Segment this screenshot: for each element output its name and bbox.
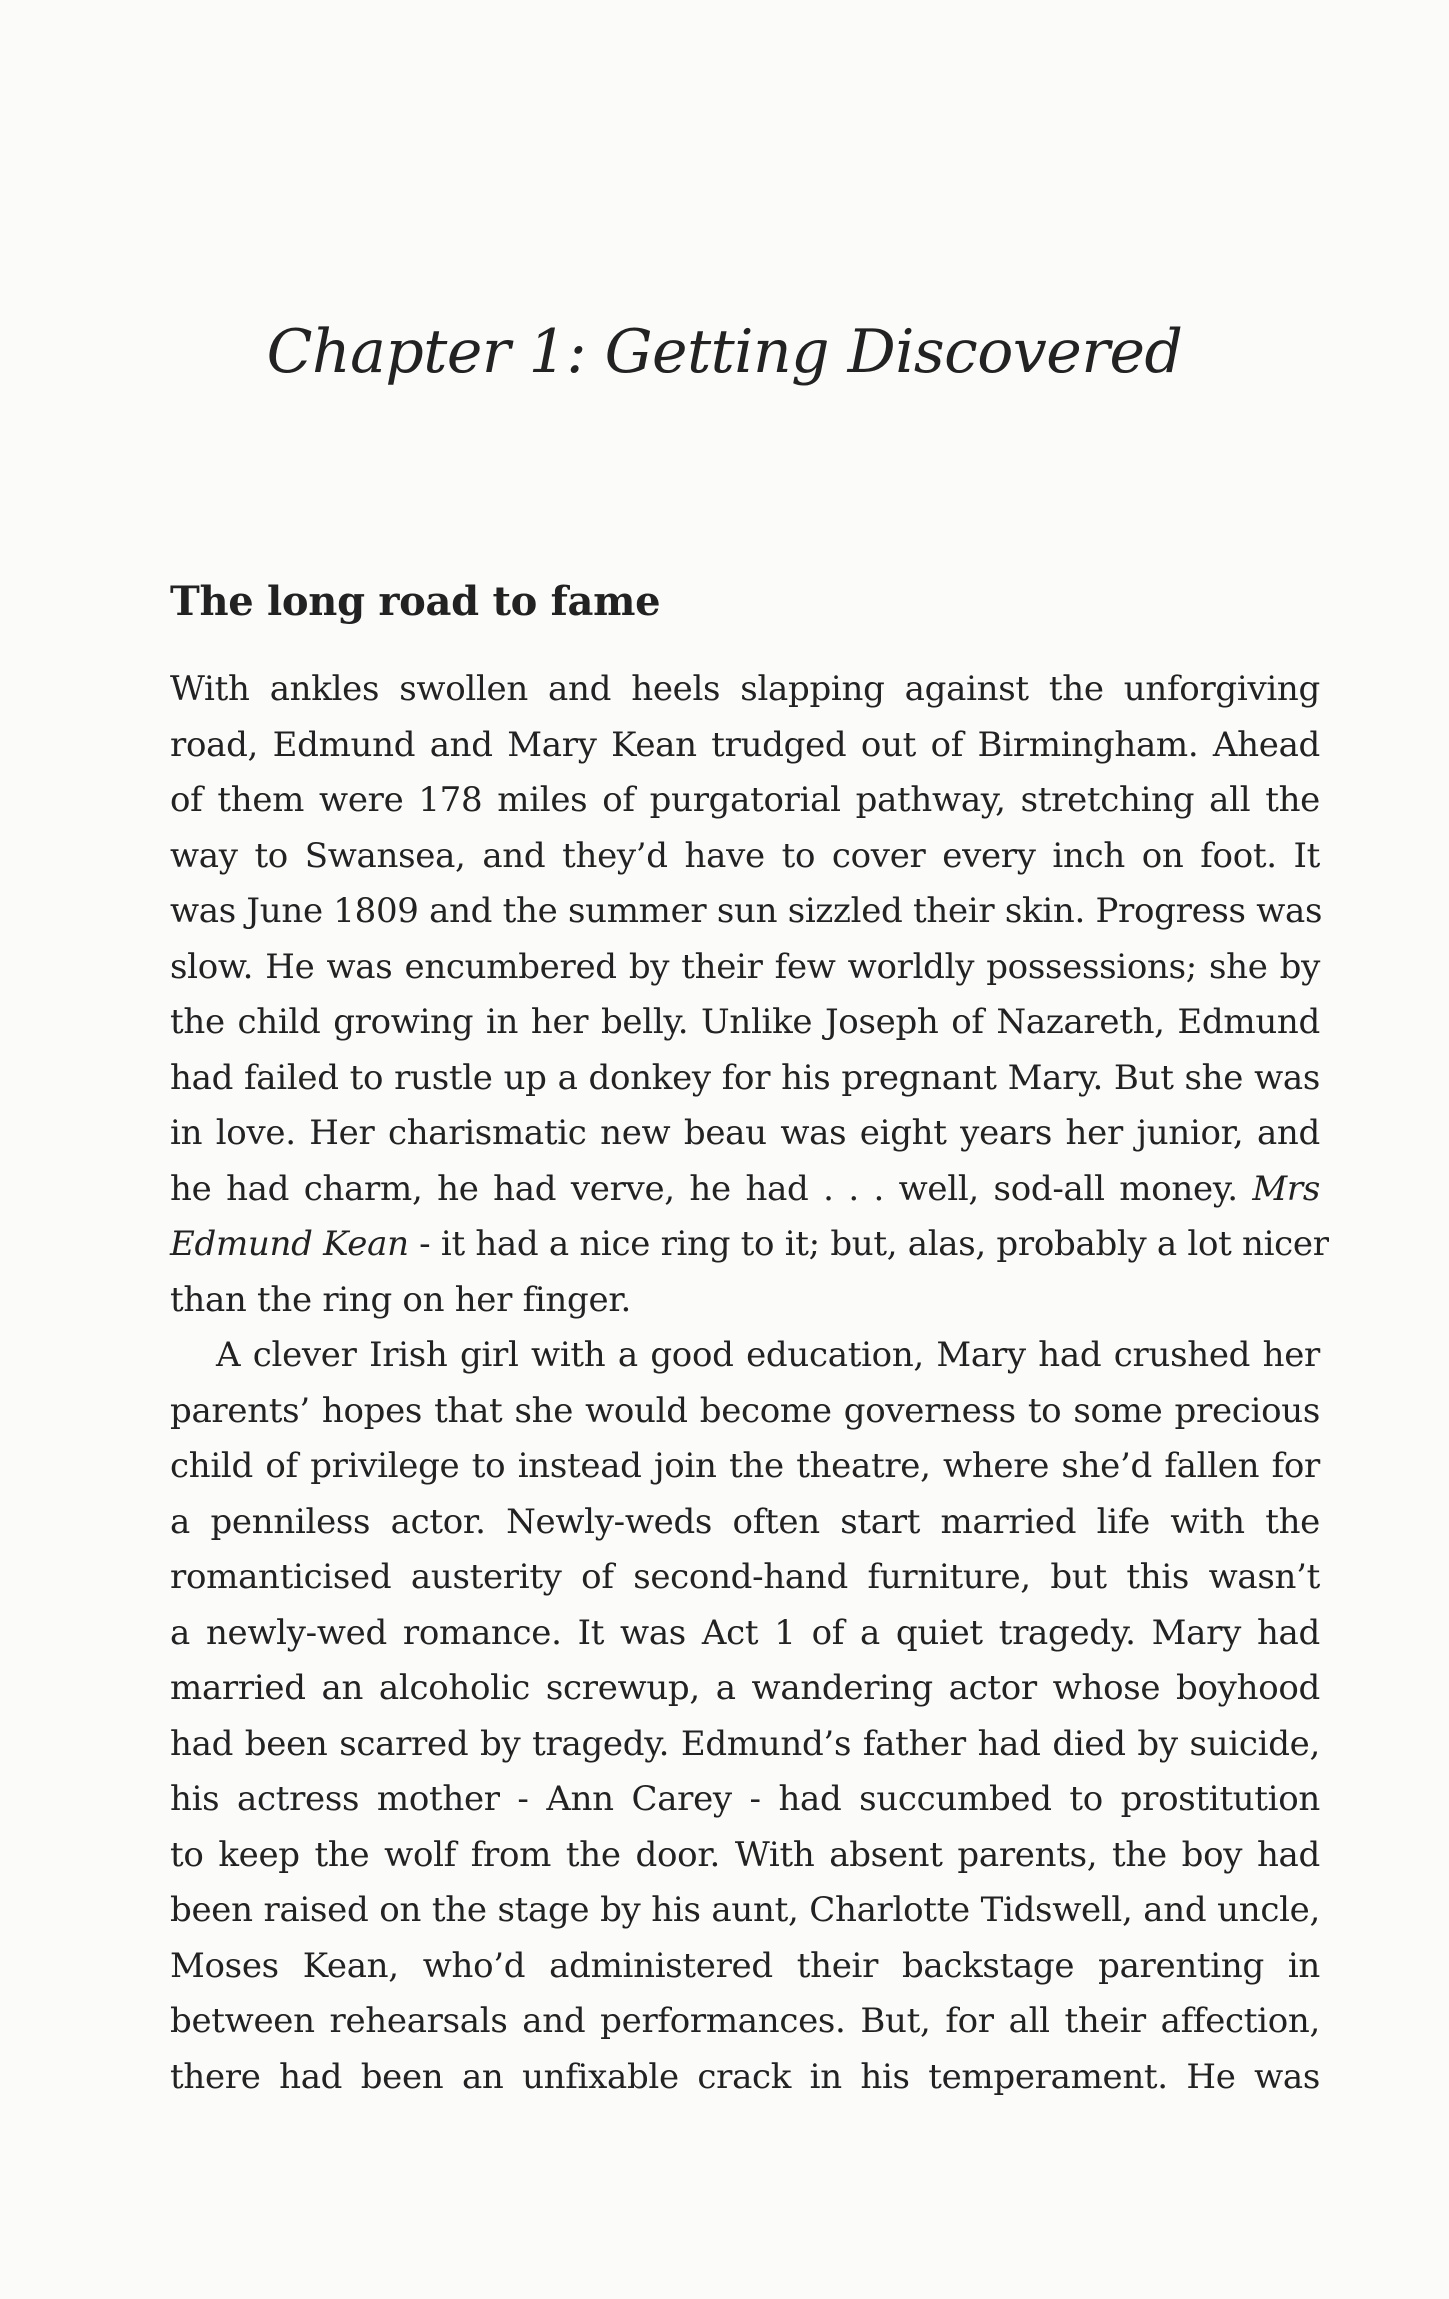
text-line: between rehearsals and performances. But, for all their affection, xyxy=(170,2001,1320,2041)
text-line: in love. Her charismatic new beau was eight years her junior, and xyxy=(170,1113,1320,1153)
text-line: romanticised austerity of second-hand furniture, but this wasn’t xyxy=(170,1557,1320,1597)
text-run: - it had a nice ring to it; but, alas, probably a lot nicer xyxy=(408,1224,1329,1264)
text-line: child of privilege to instead join the theatre, where she’d fallen for xyxy=(170,1446,1320,1486)
italic-text: Mrs xyxy=(1252,1168,1320,1209)
text-line: there had been an unfixable crack in his temperament. He was xyxy=(170,2056,1320,2097)
section-heading: The long road to fame xyxy=(170,578,661,625)
text-line: With ankles swollen and heels slapping against the unforgiving xyxy=(170,669,1320,709)
text-line: had been scarred by tragedy. Edmund’s father had died by suicide, xyxy=(170,1723,1320,1764)
chapter-title: Chapter 1: Getting Discovered xyxy=(266,317,1183,387)
text-line: of them were 178 miles of purgatorial pathway, stretching all the xyxy=(170,780,1320,820)
text-line: parents’ hopes that she would become governess to some precious xyxy=(170,1390,1320,1431)
text-line: A clever Irish girl with a good education, Mary had crushed her xyxy=(216,1335,1320,1375)
text-line: slow. He was encumbered by their few worldly possessions; she by xyxy=(170,946,1320,987)
text-line xyxy=(170,1162,1320,1218)
text-line: than the ring on her finger. xyxy=(170,1279,632,1320)
text-line: Moses Kean, who’d administered their backstage parenting in xyxy=(170,1945,1320,1986)
text-line: way to Swansea, and they’d have to cover every inch on foot. It xyxy=(170,835,1320,876)
text-line xyxy=(170,1217,1329,1273)
text-run: he had charm, he had verve, he had . . . well, sod-all money. xyxy=(170,1168,1253,1209)
text-line: a newly-wed romance. It was Act 1 of a quiet tragedy. Mary had xyxy=(170,1612,1320,1653)
text-line: married an alcoholic screwup, a wandering actor whose boyhood xyxy=(170,1668,1320,1708)
text-line: the child growing in her belly. Unlike Joseph of Nazareth, Edmund xyxy=(170,1002,1320,1042)
text-line: his actress mother - Ann Carey - had succumbed to prostitution xyxy=(170,1779,1320,1819)
text-line: had failed to rustle up a donkey for his pregnant Mary. But she was xyxy=(170,1057,1320,1098)
text-line: to keep the wolf from the door. With absent parents, the boy had xyxy=(170,1834,1320,1875)
text-line: was June 1809 and the summer sun sizzled their skin. Progress was xyxy=(170,891,1323,931)
text-line: road, Edmund and Mary Kean trudged out of Birmingham. Ahead xyxy=(170,724,1320,765)
text-line: been raised on the stage by his aunt, Charlotte Tidswell, and uncle, xyxy=(170,1890,1320,1930)
text-line: a penniless actor. Newly-weds often start married life with the xyxy=(170,1501,1320,1542)
italic-text: Edmund Kean xyxy=(170,1224,409,1264)
